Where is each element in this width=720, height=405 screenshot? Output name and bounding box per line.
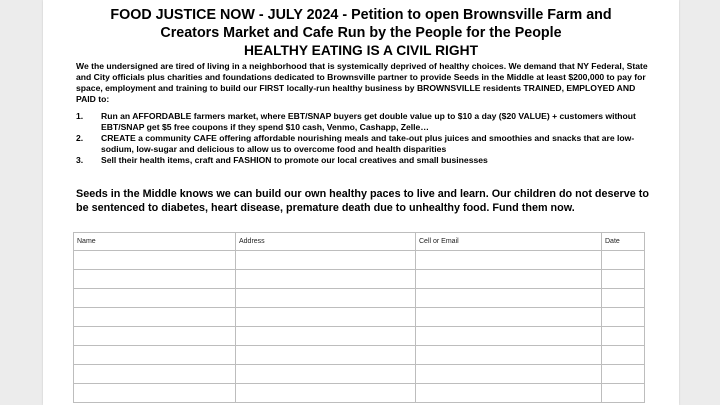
column-header-contact: Cell or Email (416, 233, 602, 251)
signature-row (74, 251, 645, 270)
petition-slogan: HEALTHY EATING IS A CIVIL RIGHT (243, 43, 479, 58)
signature-cell-date[interactable] (602, 289, 645, 308)
signature-row (74, 327, 645, 346)
column-header-date: Date (602, 233, 645, 251)
signature-cell-name[interactable] (74, 346, 236, 365)
signature-cell-contact[interactable] (416, 270, 602, 289)
signature-cell-name[interactable] (74, 251, 236, 270)
signature-table (73, 232, 645, 403)
signature-cell-date[interactable] (602, 270, 645, 289)
signature-cell-contact[interactable] (416, 384, 602, 403)
demand-text: CREATE a community CAFE offering affordable nourishing meals and take-out plus juices and smoothies and snacks that are low-sodium, low-sugar and delicious to allow us to overcome food and health disparities (101, 133, 635, 154)
signature-row (74, 365, 645, 384)
signature-cell-name[interactable] (74, 365, 236, 384)
signature-row (74, 384, 645, 403)
signature-cell-contact[interactable] (416, 327, 602, 346)
petition-title-line-2: Creators Market and Cafe Run by the People for the People (160, 25, 562, 41)
signature-cell-address[interactable] (236, 384, 416, 403)
signature-cell-date[interactable] (602, 384, 645, 403)
signature-cell-address[interactable] (236, 251, 416, 270)
petition-title-line-1: FOOD JUSTICE NOW - JULY 2024 - Petition to open Brownsville Farm and (110, 7, 612, 23)
signature-row (74, 270, 645, 289)
signature-cell-name[interactable] (74, 384, 236, 403)
signature-cell-contact[interactable] (416, 365, 602, 384)
signature-cell-address[interactable] (236, 270, 416, 289)
signature-rows (74, 251, 645, 403)
signature-row (74, 346, 645, 365)
demand-number: 1. (76, 111, 84, 121)
signature-cell-date[interactable] (602, 308, 645, 327)
signature-cell-contact[interactable] (416, 346, 602, 365)
signature-row (74, 308, 645, 327)
petition-page (43, 0, 679, 405)
signature-cell-date[interactable] (602, 327, 645, 346)
signature-cell-contact[interactable] (416, 251, 602, 270)
signature-cell-name[interactable] (74, 308, 236, 327)
column-header-name: Name (74, 233, 236, 251)
signature-cell-address[interactable] (236, 327, 416, 346)
signature-cell-address[interactable] (236, 365, 416, 384)
demand-number: 3. (76, 155, 84, 165)
demand-item (76, 111, 656, 133)
signature-cell-name[interactable] (74, 289, 236, 308)
demand-text: Sell their health items, craft and FASHION to promote our local creatives and small businesses (101, 155, 488, 165)
signature-cell-date[interactable] (602, 251, 645, 270)
signature-row (74, 289, 645, 308)
closing-paragraph: Seeds in the Middle knows we can build our own healthy paces to live and learn. Our children do not deserve to be sentenced to diabetes, heart disease, premature death due to unhealthy food. Fund them now. (76, 188, 649, 214)
signature-cell-name[interactable] (74, 270, 236, 289)
signature-cell-address[interactable] (236, 308, 416, 327)
intro-paragraph: We the undersigned are tired of living in a neighborhood that is systemically deprived of healthy choices. We demand that NY Federal, State and City officials plus charities and foundations dedicated to Brownsville partner to provide Seeds in the Middle at least $200,000 to pay for space, employment and training to build our FIRST locally-run healthy business by BROWNSVILLE residents TRAINED, EMPLOYED AND PAID to: (76, 61, 648, 104)
signature-cell-name[interactable] (74, 327, 236, 346)
signature-cell-address[interactable] (236, 346, 416, 365)
demand-number: 2. (76, 133, 84, 143)
demand-item (76, 155, 656, 166)
demand-item (76, 133, 656, 155)
signature-cell-contact[interactable] (416, 308, 602, 327)
column-header-address: Address (236, 233, 416, 251)
signature-cell-address[interactable] (236, 289, 416, 308)
signature-cell-contact[interactable] (416, 289, 602, 308)
demands-list (76, 111, 656, 166)
signature-cell-date[interactable] (602, 365, 645, 384)
signature-table-header (74, 233, 645, 251)
signature-cell-date[interactable] (602, 346, 645, 365)
demand-text: Run an AFFORDABLE farmers market, where EBT/SNAP buyers get double value up to $10 a day ($20 VALUE) + customers without EBT/SNAP get $5 free coupons if they spend $10 cash, Venmo, Cashapp, Zelle… (101, 111, 636, 132)
